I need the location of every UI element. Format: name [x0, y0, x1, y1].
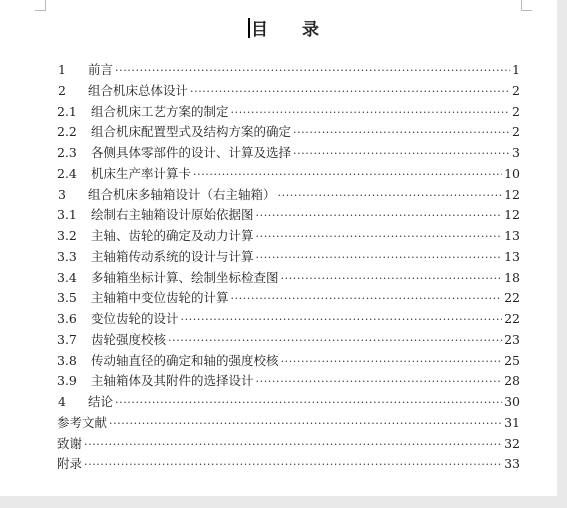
toc-entry-page-number: 2 — [512, 82, 520, 98]
title-char-1: 目 — [251, 20, 268, 40]
table-of-contents — [57, 60, 520, 475]
toc-entry-label: 前言 — [88, 62, 114, 77]
toc-dot-leader — [256, 375, 503, 388]
toc-entry[interactable] — [57, 81, 520, 102]
toc-entry[interactable] — [57, 413, 520, 434]
toc-entry[interactable] — [57, 351, 520, 372]
toc-entry-number: 3.2 — [57, 228, 77, 243]
horizontal-scrollbar[interactable] — [0, 496, 567, 508]
toc-entry-label: 主轴箱中变位齿轮的计算 — [91, 290, 229, 306]
toc-dot-leader — [256, 209, 503, 222]
toc-entry[interactable] — [57, 226, 520, 247]
toc-entry-number: 2.2 — [57, 124, 77, 140]
toc-entry-label: 组合机床多轴箱设计（右主轴箱） — [88, 186, 276, 202]
toc-entry-number: 1 — [58, 62, 66, 77]
vertical-scrollbar[interactable] — [557, 0, 567, 508]
toc-entry[interactable] — [57, 309, 520, 330]
toc-entry[interactable] — [57, 247, 520, 268]
toc-entry-label: 参考文献 — [57, 414, 108, 430]
toc-entry-label: 结论 — [88, 394, 114, 409]
toc-entry[interactable] — [57, 185, 520, 206]
toc-entry-label: 机床生产率计算卡 — [91, 165, 192, 181]
toc-dot-leader — [281, 355, 503, 368]
toc-entry-label: 组合机床总体设计 — [88, 82, 189, 98]
toc-dot-leader — [231, 292, 503, 305]
crop-mark-top-left — [35, 0, 46, 11]
toc-dot-leader — [84, 458, 502, 471]
toc-entry-page-number: 10 — [504, 165, 520, 181]
toc-entry[interactable] — [57, 122, 520, 143]
toc-entry-label: 绘制右主轴箱设计原始依据图 — [91, 207, 254, 223]
toc-entry-page-number: 3 — [512, 145, 520, 160]
text-cursor — [248, 18, 250, 38]
toc-entry[interactable] — [57, 205, 520, 226]
toc-dot-leader — [256, 230, 503, 243]
toc-entry-number: 3.3 — [57, 248, 77, 264]
toc-dot-leader — [115, 64, 510, 77]
toc-entry-page-number: 31 — [504, 414, 520, 430]
toc-entry-page-number: 25 — [504, 352, 520, 368]
toc-entry[interactable] — [57, 102, 520, 123]
toc-entry[interactable] — [57, 268, 520, 289]
toc-entry-page-number: 12 — [504, 186, 520, 202]
toc-entry-number: 3.4 — [57, 269, 77, 285]
toc-entry[interactable] — [57, 392, 520, 413]
toc-entry-number: 3.6 — [57, 311, 77, 326]
toc-entry-label: 主轴箱体及其附件的选择设计 — [91, 373, 254, 389]
toc-entry-label: 组合机床配置型式及结构方案的确定 — [91, 124, 292, 140]
toc-entry-page-number: 13 — [504, 228, 520, 243]
toc-entry-page-number: 13 — [504, 248, 520, 264]
toc-entry-number: 3.7 — [57, 331, 77, 347]
toc-entry-page-number: 30 — [504, 394, 520, 409]
toc-entry[interactable] — [57, 454, 520, 475]
toc-entry-number: 3 — [58, 186, 66, 202]
toc-entry-page-number: 23 — [504, 331, 520, 347]
toc-entry-number: 3.1 — [57, 207, 77, 223]
toc-dot-leader — [181, 313, 503, 326]
toc-entry-number: 2 — [58, 82, 66, 98]
toc-entry-page-number: 22 — [504, 311, 520, 326]
toc-entry[interactable] — [57, 288, 520, 309]
toc-dot-leader — [84, 438, 502, 451]
toc-entry[interactable] — [57, 371, 520, 392]
toc-entry-label: 变位齿轮的设计 — [91, 311, 179, 326]
toc-dot-leader — [293, 126, 510, 139]
toc-entry-label: 齿轮强度校核 — [91, 331, 167, 347]
toc-entry-number: 4 — [58, 394, 66, 409]
toc-dot-leader — [256, 251, 503, 264]
toc-dot-leader — [281, 272, 503, 285]
toc-entry-label: 附录 — [57, 456, 83, 472]
toc-entry-page-number: 2 — [512, 124, 520, 140]
toc-dot-leader — [293, 147, 510, 160]
toc-dot-leader — [190, 85, 510, 98]
toc-entry[interactable] — [57, 164, 520, 185]
toc-entry[interactable] — [57, 143, 520, 164]
toc-dot-leader — [231, 106, 511, 119]
crop-mark-top-right — [521, 0, 532, 11]
page-title — [0, 15, 567, 43]
toc-entry[interactable] — [57, 60, 520, 81]
toc-entry-page-number: 2 — [512, 103, 520, 119]
toc-entry[interactable] — [57, 434, 520, 455]
toc-entry-page-number: 22 — [504, 290, 520, 306]
toc-entry-number: 3.5 — [57, 290, 77, 306]
toc-dot-leader — [168, 334, 502, 347]
toc-entry-label: 主轴箱传动系统的设计与计算 — [91, 248, 254, 264]
toc-entry-label: 致谢 — [57, 435, 83, 451]
toc-entry-page-number: 18 — [504, 269, 520, 285]
toc-entry-number: 2.1 — [57, 103, 77, 119]
title-char-2: 录 — [302, 20, 319, 40]
toc-entry-number: 2.3 — [57, 145, 77, 160]
toc-entry-page-number: 33 — [504, 456, 520, 472]
toc-entry-number: 3.8 — [57, 352, 77, 368]
toc-entry-page-number: 1 — [512, 62, 520, 77]
toc-entry-label: 传动轴直径的确定和轴的强度校核 — [91, 352, 279, 368]
toc-entry-number: 3.9 — [57, 373, 77, 389]
toc-entry-label: 主轴、齿轮的确定及动力计算 — [91, 228, 254, 243]
toc-entry-label: 各侧具体零部件的设计、计算及选择 — [91, 145, 292, 160]
toc-dot-leader — [193, 168, 502, 181]
toc-entry-label: 多轴箱坐标计算、绘制坐标检查图 — [91, 269, 279, 285]
toc-entry-number: 2.4 — [57, 165, 77, 181]
toc-entry-page-number: 28 — [504, 373, 520, 389]
toc-entry-label: 组合机床工艺方案的制定 — [91, 103, 229, 119]
toc-entry[interactable] — [57, 330, 520, 351]
toc-entry-page-number: 32 — [504, 435, 520, 451]
toc-dot-leader — [109, 417, 502, 430]
toc-dot-leader — [115, 396, 502, 409]
toc-dot-leader — [278, 189, 503, 202]
toc-entry-page-number: 12 — [504, 207, 520, 223]
